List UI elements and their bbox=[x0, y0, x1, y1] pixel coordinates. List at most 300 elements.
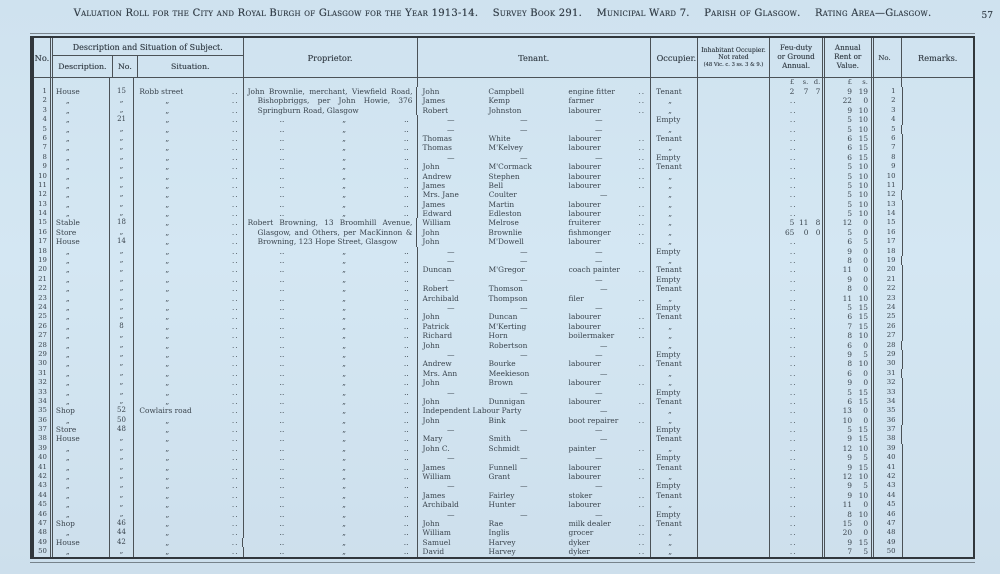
table-row bbox=[34, 519, 973, 528]
cell-occupier: „ bbox=[650, 125, 697, 134]
cell-remarks bbox=[902, 528, 973, 537]
cell-situation: „ .. bbox=[133, 519, 242, 528]
table-row bbox=[34, 134, 973, 143]
table-row bbox=[34, 341, 973, 350]
cell-street-no: „ bbox=[109, 397, 134, 406]
cell-inhabitant-occupier bbox=[697, 331, 769, 340]
cell-annual-rent: 5 10 bbox=[822, 190, 871, 199]
cell-description: „ bbox=[50, 275, 109, 284]
cell-description: „ bbox=[50, 500, 109, 509]
cell-annual-rent: 5 15 bbox=[822, 388, 871, 397]
cell-tenant: Robert Johnston labourer .. bbox=[416, 106, 650, 115]
cell-entry-no: 38 bbox=[38, 434, 47, 443]
cell-occupier: „ bbox=[650, 322, 697, 331]
cell-situation: Cowlairs road .. bbox=[133, 406, 242, 415]
cell-occupier: „ bbox=[650, 172, 697, 181]
cell-entry-no-right: 42 bbox=[871, 472, 902, 481]
cell-entry-no: 2 bbox=[42, 96, 47, 105]
cell-description: „ bbox=[50, 312, 109, 321]
cell-annual-rent: 5 15 bbox=[822, 425, 871, 434]
cell-annual-rent: 11 0 bbox=[822, 500, 871, 509]
cell-inhabitant-occupier bbox=[697, 265, 769, 274]
cell-situation: „ .. bbox=[133, 434, 242, 443]
col-header-proprietor: Proprietor. bbox=[243, 38, 417, 77]
cell-remarks bbox=[902, 350, 974, 359]
cell-entry-no: 29 bbox=[38, 349, 47, 358]
cell-situation: „ .. bbox=[133, 190, 242, 199]
cell-proprietor: .. „ .. bbox=[243, 172, 417, 181]
cell-entry-no-right: 10 bbox=[871, 172, 902, 181]
cell-occupier: Tenant bbox=[650, 359, 697, 368]
cell-situation: „ .. bbox=[133, 284, 242, 293]
cell-entry-no: 40 bbox=[38, 453, 47, 462]
cell-occupier: „ bbox=[650, 472, 697, 481]
cell-feu-duty: .. bbox=[769, 303, 822, 312]
cell-proprietor: .. „ .. bbox=[243, 125, 417, 134]
cell-annual-rent: 6 15 bbox=[822, 397, 871, 406]
cell-situation: „ .. bbox=[133, 228, 242, 237]
cell-entry-no-right: 43 bbox=[871, 481, 902, 490]
cell-annual-rent: 5 10 bbox=[822, 115, 871, 124]
cell-occupier: „ bbox=[650, 528, 697, 537]
cell-proprietor: .. „ .. bbox=[243, 500, 417, 509]
cell-street-no: „ bbox=[109, 312, 134, 321]
cell-street-no: „ bbox=[109, 275, 134, 284]
table-header-row bbox=[34, 38, 973, 78]
cell-feu-duty: .. bbox=[769, 322, 822, 331]
cell-proprietor: .. „ .. bbox=[243, 397, 417, 406]
cell-feu-duty: .. bbox=[769, 275, 822, 284]
cell-entry-no: 9 bbox=[42, 162, 47, 171]
cell-occupier: Empty bbox=[650, 510, 697, 519]
cell-inhabitant-occupier bbox=[697, 275, 770, 284]
page-number: 57 bbox=[981, 11, 993, 21]
cell-street-no: „ bbox=[109, 463, 134, 472]
cell-feu-duty: .. bbox=[769, 96, 822, 105]
cell-proprietor: .. „ .. bbox=[243, 406, 417, 415]
cell-inhabitant-occupier bbox=[697, 416, 769, 425]
cell-feu-duty: .. bbox=[769, 378, 822, 387]
cell-remarks bbox=[902, 481, 974, 490]
cell-description: „ bbox=[50, 369, 109, 378]
cell-remarks bbox=[902, 500, 973, 509]
cell-inhabitant-occupier bbox=[697, 538, 769, 547]
table-row bbox=[34, 256, 973, 265]
cell-remarks bbox=[902, 444, 973, 453]
cell-description: Shop bbox=[50, 519, 109, 528]
cell-tenant: — — — bbox=[417, 275, 650, 284]
table-row bbox=[34, 265, 973, 274]
cell-entry-no-right: 41 bbox=[871, 463, 902, 472]
cell-situation: „ .. bbox=[133, 312, 242, 321]
cell-remarks bbox=[902, 331, 973, 340]
cell-description: „ bbox=[50, 378, 109, 387]
cell-proprietor: .. „ .. bbox=[243, 294, 417, 303]
cell-feu-duty: .. bbox=[769, 538, 822, 547]
cell-tenant: William Melrose fruiterer .. bbox=[416, 218, 650, 227]
cell-entry-no: 17 bbox=[38, 237, 47, 246]
cell-entry-no-right: 15 bbox=[871, 218, 902, 227]
table-row bbox=[34, 510, 973, 519]
cell-entry-no-right: 11 bbox=[871, 181, 902, 190]
cell-annual-rent: 9 15 bbox=[822, 463, 871, 472]
cell-situation: Robb street .. bbox=[133, 87, 242, 96]
cell-remarks bbox=[902, 416, 973, 425]
table-row bbox=[34, 106, 973, 115]
cell-proprietor: .. „ .. bbox=[243, 369, 417, 378]
cell-entry-no: 4 bbox=[42, 115, 47, 124]
cell-street-no: „ bbox=[109, 143, 134, 152]
cell-annual-rent: 8 0 bbox=[822, 284, 871, 293]
cell-remarks bbox=[902, 453, 974, 462]
cell-feu-duty: .. bbox=[769, 284, 822, 293]
cell-inhabitant-occupier bbox=[697, 209, 769, 218]
cell-remarks bbox=[902, 463, 973, 472]
cell-entry-no: 5 bbox=[42, 124, 47, 133]
cell-description: „ bbox=[50, 256, 109, 265]
col-group-description-situation bbox=[50, 38, 243, 77]
cell-annual-rent: 5 10 bbox=[822, 209, 871, 218]
cell-feu-duty: .. bbox=[769, 359, 822, 368]
cell-situation: „ .. bbox=[133, 275, 242, 284]
cell-situation: „ .. bbox=[133, 510, 242, 519]
cell-entry-no-right: 21 bbox=[871, 275, 902, 284]
cell-occupier: Empty bbox=[650, 275, 697, 284]
table-row bbox=[34, 209, 973, 218]
table-row bbox=[34, 162, 973, 171]
cell-occupier: „ bbox=[650, 218, 697, 227]
cell-situation: „ .. bbox=[133, 96, 242, 105]
cell-remarks bbox=[902, 265, 973, 274]
cell-description: „ bbox=[50, 331, 109, 340]
cell-occupier: „ bbox=[650, 209, 697, 218]
cell-entry-no-right: 45 bbox=[871, 500, 902, 509]
cell-situation: „ .. bbox=[133, 472, 242, 481]
cell-entry-no: 49 bbox=[38, 537, 47, 546]
cell-situation: „ .. bbox=[133, 397, 242, 406]
cell-feu-duty: .. bbox=[769, 312, 822, 321]
cell-inhabitant-occupier bbox=[697, 172, 769, 181]
cell-occupier: „ bbox=[650, 369, 697, 378]
cell-proprietor: .. „ .. bbox=[243, 350, 417, 359]
cell-feu-duty: .. bbox=[769, 200, 822, 209]
table-row bbox=[34, 218, 973, 227]
cell-entry-no: 1 bbox=[42, 87, 47, 95]
cell-proprietor: .. „ .. bbox=[243, 519, 417, 528]
cell-occupier: Tenant bbox=[650, 312, 697, 321]
cell-entry-no: 21 bbox=[38, 274, 47, 283]
cell-proprietor: .. „ .. bbox=[243, 547, 417, 556]
cell-annual-rent: 6 0 bbox=[822, 341, 871, 350]
cell-description: „ bbox=[50, 547, 109, 556]
cell-entry-no: 37 bbox=[38, 425, 47, 434]
cell-remarks bbox=[902, 312, 973, 321]
cell-situation: „ .. bbox=[133, 528, 242, 537]
cell-feu-duty: .. bbox=[769, 125, 822, 134]
cell-feu-duty: .. bbox=[769, 444, 822, 453]
cell-remarks bbox=[902, 143, 973, 152]
cell-remarks bbox=[902, 237, 973, 246]
cell-entry-no-right: 47 bbox=[871, 519, 902, 528]
cell-feu-duty: 2 7 7 bbox=[769, 87, 822, 96]
cell-annual-rent: 7 15 bbox=[822, 322, 871, 331]
cell-annual-rent: 11 0 bbox=[822, 265, 871, 274]
cell-feu-duty: 65 0 0 bbox=[769, 228, 822, 237]
cell-situation: „ .. bbox=[133, 331, 242, 340]
cell-situation: „ .. bbox=[133, 463, 242, 472]
cell-tenant: Samuel Harvey dyker .. bbox=[417, 538, 651, 547]
cell-entry-no-right: 32 bbox=[871, 378, 902, 387]
cell-situation: „ .. bbox=[133, 388, 242, 397]
cell-annual-rent: 13 0 bbox=[822, 406, 871, 415]
cell-street-no: 48 bbox=[109, 425, 134, 434]
cell-inhabitant-occupier bbox=[697, 397, 769, 406]
cell-entry-no: 31 bbox=[38, 368, 47, 377]
cell-entry-no-right: 25 bbox=[871, 312, 902, 321]
cell-street-no: „ bbox=[109, 510, 134, 519]
cell-entry-no: 3 bbox=[42, 105, 47, 114]
cell-street-no: 52 bbox=[109, 406, 134, 415]
cell-proprietor: .. „ .. bbox=[243, 434, 417, 443]
cell-description: „ bbox=[50, 472, 109, 481]
cell-description: „ bbox=[50, 190, 109, 199]
cell-remarks bbox=[902, 134, 973, 143]
cell-entry-no-right: 22 bbox=[871, 284, 902, 293]
cell-annual-rent: 5 10 bbox=[822, 162, 871, 171]
cell-remarks bbox=[901, 369, 973, 378]
cell-inhabitant-occupier bbox=[697, 294, 769, 303]
cell-remarks bbox=[902, 359, 973, 368]
cell-description: „ bbox=[50, 453, 109, 462]
cell-description: „ bbox=[50, 265, 109, 274]
cell-description: „ bbox=[50, 106, 109, 115]
cell-feu-duty: .. bbox=[769, 416, 822, 425]
cell-description: Store bbox=[50, 425, 109, 434]
cell-description: „ bbox=[50, 96, 109, 105]
cell-occupier: „ bbox=[650, 190, 697, 199]
cell-annual-rent: 6 15 bbox=[822, 134, 871, 143]
cell-remarks bbox=[902, 491, 973, 500]
cell-description: „ bbox=[50, 350, 109, 359]
cell-occupier: „ bbox=[650, 538, 697, 547]
cell-description: „ bbox=[50, 463, 109, 472]
cell-feu-duty: .. bbox=[769, 481, 822, 490]
cell-proprietor: .. „ .. bbox=[243, 322, 417, 331]
cell-remarks bbox=[902, 294, 973, 303]
cell-occupier: Tenant bbox=[650, 519, 697, 528]
cell-situation: „ .. bbox=[133, 106, 242, 115]
cell-entry-no-right: 34 bbox=[871, 397, 902, 406]
cell-street-no: „ bbox=[109, 331, 134, 340]
cell-description: „ bbox=[50, 284, 109, 293]
cell-entry-no: 33 bbox=[38, 387, 47, 396]
cell-entry-no: 35 bbox=[38, 406, 47, 415]
table-row bbox=[34, 359, 973, 368]
cell-entry-no-right: 36 bbox=[871, 416, 902, 425]
table-row bbox=[34, 153, 973, 162]
cell-annual-rent: 7 5 bbox=[822, 547, 871, 556]
cell-description: „ bbox=[50, 172, 109, 181]
cell-occupier: Tenant bbox=[650, 284, 697, 293]
cell-annual-rent: 10 0 bbox=[822, 416, 871, 425]
cell-entry-no-right: 39 bbox=[871, 444, 902, 453]
cell-feu-duty: .. bbox=[769, 247, 822, 256]
cell-description: „ bbox=[50, 209, 109, 218]
cell-remarks bbox=[902, 378, 973, 387]
cell-entry-no-right: 20 bbox=[871, 265, 902, 274]
cell-proprietor: .. „ .. bbox=[243, 388, 417, 397]
cell-situation: „ .. bbox=[133, 294, 242, 303]
cell-inhabitant-occupier bbox=[697, 388, 770, 397]
cell-occupier: „ bbox=[650, 444, 697, 453]
cell-remarks bbox=[902, 547, 973, 556]
col-header-inhabitant-occupier: Inhabitant Occupier. Not rated (48 Vic. c. 3 ss. 3 & 9.) bbox=[697, 38, 770, 77]
cell-entry-no-right: 13 bbox=[871, 200, 902, 209]
cell-street-no: „ bbox=[109, 359, 134, 368]
cell-description: „ bbox=[50, 162, 109, 171]
cell-remarks bbox=[902, 303, 974, 312]
table-row bbox=[34, 472, 973, 481]
cell-proprietor: .. „ .. bbox=[243, 247, 417, 256]
cell-tenant: James Martin labourer .. bbox=[417, 200, 651, 209]
col-header-entry-no-right: No. bbox=[871, 38, 902, 77]
cell-feu-duty: .. bbox=[769, 134, 822, 143]
table-row bbox=[34, 125, 973, 134]
cell-situation: „ .. bbox=[133, 538, 242, 547]
doc-parish: Parish of Glasgow. bbox=[704, 8, 801, 19]
table-row bbox=[34, 247, 973, 256]
cell-inhabitant-occupier bbox=[697, 153, 770, 162]
cell-entry-no-right: 30 bbox=[871, 359, 902, 368]
cell-proprietor: .. „ .. bbox=[243, 463, 417, 472]
col-header-entry-no: No. bbox=[34, 52, 50, 63]
cell-annual-rent: 6 15 bbox=[822, 153, 871, 162]
cell-entry-no-right: 44 bbox=[871, 491, 902, 500]
cell-inhabitant-occupier bbox=[697, 303, 770, 312]
cell-remarks bbox=[902, 247, 974, 256]
cell-street-no: „ bbox=[109, 106, 134, 115]
cell-street-no: „ bbox=[109, 378, 134, 387]
cell-street-no: 21 bbox=[109, 115, 134, 124]
cell-situation: „ .. bbox=[133, 500, 242, 509]
cell-description: „ bbox=[50, 143, 109, 152]
col-header-description: Description. bbox=[58, 62, 107, 71]
cell-annual-rent: 9 0 bbox=[822, 247, 871, 256]
cell-remarks bbox=[902, 96, 973, 105]
cell-situation: „ .. bbox=[133, 162, 242, 171]
cell-description: „ bbox=[50, 294, 109, 303]
cell-tenant: Archibald Thompson filer .. bbox=[417, 294, 651, 303]
cell-remarks bbox=[902, 200, 973, 209]
cell-inhabitant-occupier bbox=[697, 444, 769, 453]
cell-entry-no: 43 bbox=[38, 481, 47, 490]
cell-street-no: „ bbox=[109, 200, 134, 209]
cell-feu-duty: .. bbox=[769, 500, 822, 509]
table-body bbox=[34, 87, 973, 557]
cell-entry-no-right: 3 bbox=[871, 106, 902, 115]
cell-tenant: John Robertson — bbox=[417, 341, 650, 350]
cell-feu-duty: 5 11 8 bbox=[769, 218, 822, 227]
cell-remarks bbox=[901, 341, 973, 350]
cell-tenant: James Fairley stoker .. bbox=[417, 491, 651, 500]
cell-tenant: — — — bbox=[417, 256, 650, 265]
table-row bbox=[34, 331, 973, 340]
cell-feu-duty: .. bbox=[769, 106, 822, 115]
cell-entry-no: 50 bbox=[38, 547, 47, 556]
cell-entry-no: 44 bbox=[38, 490, 47, 499]
cell-occupier: „ bbox=[650, 294, 697, 303]
cell-proprietor: .. „ .. bbox=[243, 256, 417, 265]
cell-street-no: „ bbox=[109, 96, 134, 105]
cell-proprietor: .. „ .. bbox=[243, 425, 417, 434]
cell-occupier: „ bbox=[650, 143, 697, 152]
cell-situation: „ .. bbox=[133, 143, 242, 152]
cell-entry-no: 19 bbox=[38, 256, 47, 265]
cell-tenant: — — — bbox=[417, 453, 650, 462]
cell-street-no: „ bbox=[109, 388, 134, 397]
cell-entry-no: 47 bbox=[38, 518, 47, 527]
cell-feu-duty: .. bbox=[769, 350, 822, 359]
cell-inhabitant-occupier bbox=[697, 472, 769, 481]
cell-proprietor: .. „ .. bbox=[243, 341, 417, 350]
doc-rating-area: Rating Area—Glasgow. bbox=[815, 8, 932, 19]
cell-entry-no: 12 bbox=[38, 190, 47, 199]
cell-entry-no: 8 bbox=[42, 152, 47, 161]
table-row bbox=[34, 115, 973, 124]
cell-feu-duty: .. bbox=[769, 115, 822, 124]
cell-proprietor: .. „ .. bbox=[243, 115, 417, 124]
cell-annual-rent: 8 10 bbox=[822, 359, 871, 368]
table-row bbox=[34, 303, 973, 312]
cell-street-no: „ bbox=[109, 481, 134, 490]
cell-annual-rent: 5 0 bbox=[822, 228, 871, 237]
cell-feu-duty: .. bbox=[769, 153, 822, 162]
cell-entry-no-right: 8 bbox=[871, 153, 902, 162]
cell-entry-no: 11 bbox=[38, 180, 47, 189]
cell-occupier: Tenant bbox=[650, 87, 697, 96]
feu-currency-labels: £ s. d. bbox=[769, 78, 822, 87]
cell-inhabitant-occupier bbox=[697, 237, 769, 246]
cell-entry-no: 15 bbox=[38, 218, 47, 227]
cell-feu-duty: .. bbox=[769, 143, 822, 152]
cell-entry-no: 7 bbox=[42, 143, 47, 152]
cell-feu-duty: .. bbox=[769, 331, 822, 340]
cell-proprietor: John Brownlie, merchant, Viewfield Road, bbox=[243, 87, 417, 96]
cell-feu-duty: .. bbox=[769, 425, 822, 434]
cell-remarks bbox=[902, 388, 974, 397]
cell-tenant: John Rae milk dealer .. bbox=[417, 519, 651, 528]
cell-proprietor: Springburn Road, Glasgow bbox=[243, 106, 417, 115]
cell-feu-duty: .. bbox=[769, 406, 822, 415]
cell-inhabitant-occupier bbox=[697, 284, 770, 293]
table-row bbox=[34, 528, 973, 537]
cell-entry-no-right: 35 bbox=[871, 406, 902, 415]
cell-street-no: „ bbox=[109, 434, 134, 443]
cell-feu-duty: .. bbox=[769, 528, 822, 537]
cell-tenant: John Dunnigan labourer .. bbox=[417, 397, 651, 406]
cell-annual-rent: 22 0 bbox=[822, 96, 871, 105]
cell-feu-duty: .. bbox=[769, 237, 822, 246]
cell-feu-duty: .. bbox=[769, 388, 822, 397]
cell-description: Shop bbox=[50, 406, 109, 415]
cell-tenant: John Bink boot repairer .. bbox=[417, 416, 651, 425]
cell-annual-rent: 9 15 bbox=[822, 434, 871, 443]
cell-inhabitant-occupier bbox=[697, 106, 769, 115]
cell-occupier: Tenant bbox=[650, 162, 697, 171]
cell-feu-duty: .. bbox=[769, 181, 822, 190]
cell-description: House bbox=[50, 538, 109, 547]
cell-tenant: John Brown labourer .. bbox=[417, 378, 651, 387]
